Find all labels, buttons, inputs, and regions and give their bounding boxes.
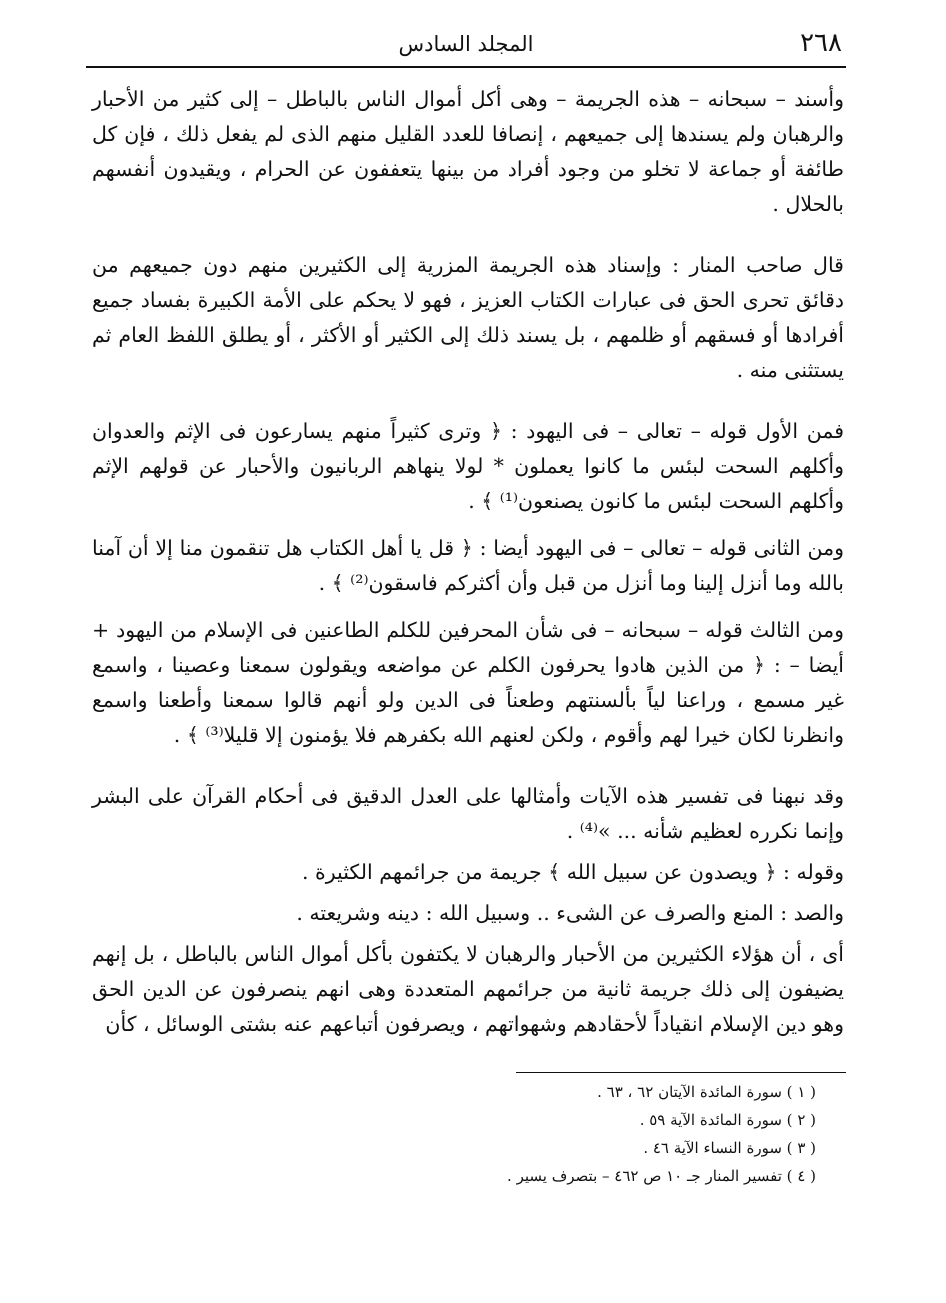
footnote: ( ٤ ) تفسير المنار جـ ١٠ ص ٤٦٢ – بتصرف يسير .: [507, 1167, 816, 1185]
paragraph: وقوله : ﴿ ويصدون عن سبيل الله ﴾ جريمة من جرائمهم الكثيرة .: [301, 860, 844, 884]
paragraph: قال صاحب المنار : وإسناد هذه الجريمة المزرية إلى الكثيرين منهم دون جميعهم من دقائق تحرى الحق فى عبارات الكتاب العزيز ، فهو لا يحكم على الأمة الكبيرة بفساد جميع أفرادها أو فسقهم أو ظلمهم ، بل يسند ذلك إلى الكثير أو الأكثر ، أو يطلق اللفظ العام ثم يستثنى منه .: [92, 253, 844, 382]
paragraph: وقد نبهنا فى تفسير هذه الآيات وأمثالها على العدل الدقيق فى أحكام القرآن على البشر وإنما نكرره لعظيم شأنه ... »⁽⁴⁾ .: [92, 784, 844, 843]
paragraph: ومن الثالث قوله – سبحانه – فى شأن المحرفين للكلم الطاعنين فى الإسلام من اليهود + أيضا – : ﴿ من الذين هادوا يحرفون الكلم عن مواضعه ويقولون سمعنا وعصينا ، واسمع غير مسمع ، وراعنا لياً بألسنتهم وطعناً فى الدين ولو أنهم قالوا سمعنا وأطعنا واسمع وانظرنا لكان خيرا لهم وأقوم ، ولكن لعنهم الله بكفرهم فلا يؤمنون إلا قليلا⁽³⁾ ﴾ .: [92, 618, 844, 747]
footnote: ( ٢ ) سورة المائدة الآية ٥٩ .: [639, 1111, 816, 1129]
paragraph: أى ، أن هؤلاء الكثيرين من الأحبار والرهبان لا يكتفون بأكل أموال الناس بالباطل ، بل إنهم يضيفون إلى ذلك جريمة ثانية من جرائمهم المتعددة وهى انهم ينصرفون عن الدين الحق وهو دين الإسلام انقياداً لأحقادهم وشهواتهم ، ويصرفون أتباعهم عنه بشتى الوسائل ، كأن: [92, 942, 844, 1036]
paragraph: وأسند – سبحانه – هذه الجريمة – وهى أكل أموال الناس بالباطل – إلى كثير من الأحبار والرهبان ولم يسندها إلى جميعهم ، إنصافا للعدد القليل منهم الذى لم يفعل ذلك ، فإن كل طائفة أو جماعة لا تخلو من وجود أفراد من بينها يتعففون عن الحرام ، ويقيدون أنفسهم بالحلال .: [92, 87, 844, 216]
footnote: ( ١ ) سورة المائدة الآيتان ٦٢ ، ٦٣ .: [597, 1083, 816, 1101]
footnotes: [316, 1078, 816, 1190]
paragraph: والصد : المنع والصرف عن الشىء .. وسبيل الله : دينه وشريعته .: [296, 901, 844, 925]
page-number: ٢٦٨: [800, 28, 842, 58]
footnote-divider: [516, 1072, 846, 1073]
main-text: [92, 82, 844, 1042]
running-title: المجلد السادس: [398, 32, 534, 56]
paragraph: فمن الأول قوله – تعالى – فى اليهود : ﴿ وترى كثيراً منهم يسارعون فى الإثم والعدوان وأكلهم السحت لبئس ما كانوا يعملون * لولا ينهاهم الربانيون والأحبار عن قولهم الإثم وأكلهم السحت لبئس ما كانون يصنعون⁽¹⁾ ﴾ .: [92, 419, 844, 513]
page-header: [86, 22, 846, 68]
paragraph: ومن الثانى قوله – تعالى – فى اليهود أيضا : ﴿ قل يا أهل الكتاب هل تنقمون منا إلا أن آمنا بالله وما أنزل إلينا وما أنزل من قبل وأن أكثركم فاسقون⁽²⁾ ﴾ .: [92, 536, 844, 595]
footnote: ( ٣ ) سورة النساء الآية ٤٦ .: [643, 1139, 816, 1157]
